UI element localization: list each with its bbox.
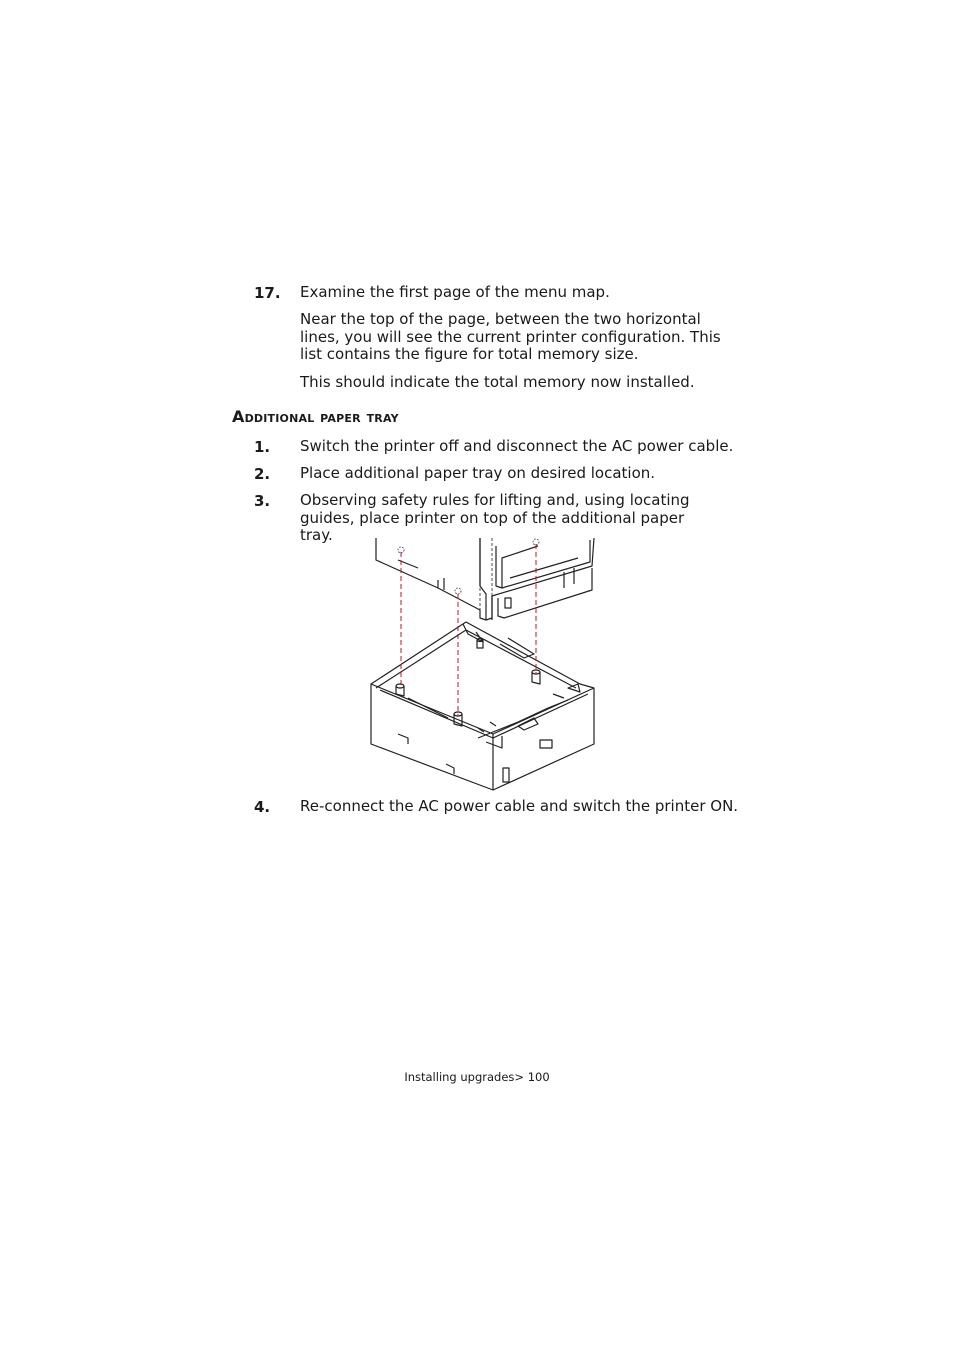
section-heading: Additional paper tray: [232, 407, 399, 426]
printer-tray-illustration: [368, 538, 598, 792]
step-paragraph: Near the top of the page, between the two horizontal lines, you will see the current printer configuration. This list contains the figure for total memory size.: [300, 310, 721, 363]
step-text: Observing safety rules for lifting and, using locating guides, place printer on top of the additional paper tray.: [300, 491, 690, 544]
step-number: 4.: [254, 798, 271, 816]
step-number: 3.: [254, 492, 271, 510]
page-footer: Installing upgrades> 100: [404, 1070, 550, 1084]
step-text: Switch the printer off and disconnect the AC power cable.: [300, 437, 734, 455]
step-number: 2.: [254, 465, 271, 483]
step-text: Examine the first page of the menu map.: [300, 283, 610, 301]
step-number: 17.: [254, 284, 281, 302]
step-text: Re-connect the AC power cable and switch the printer ON.: [300, 797, 739, 815]
step-text: Place additional paper tray on desired location.: [300, 464, 656, 482]
step-paragraph: This should indicate the total memory now installed.: [300, 373, 695, 391]
step-number: 1.: [254, 438, 271, 456]
guide-lines: [401, 544, 536, 716]
